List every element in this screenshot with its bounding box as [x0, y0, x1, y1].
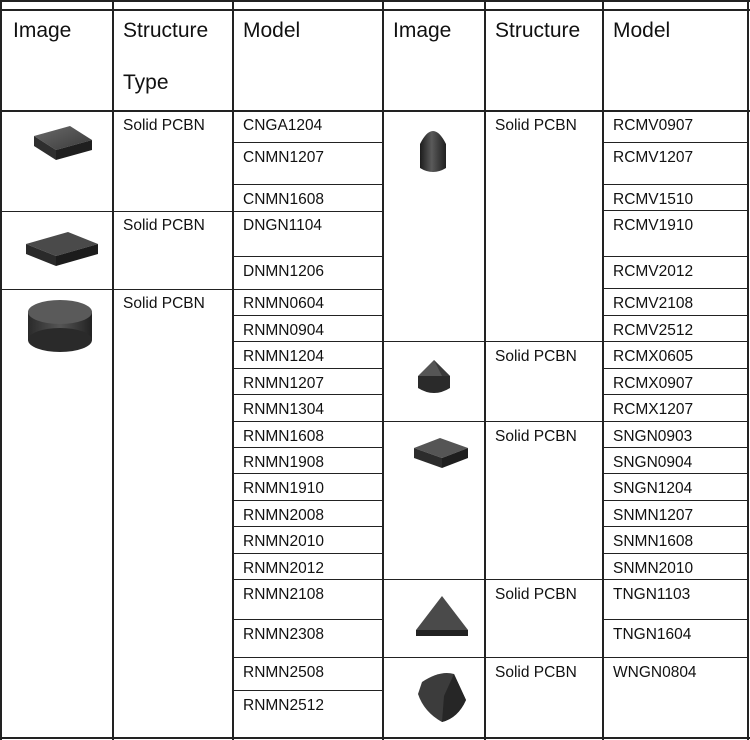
- grid-line: [602, 315, 749, 316]
- grid-line: [602, 394, 749, 395]
- grid-line: [382, 657, 749, 658]
- model-cell: RNMN1204: [243, 348, 324, 365]
- model-cell: TNGN1103: [613, 586, 691, 603]
- model-cell: RNMN1304: [243, 401, 324, 418]
- model-cell: RCMX0605: [613, 348, 694, 365]
- model-cell: RCMV0907: [613, 117, 694, 134]
- model-cell: RNMN1207: [243, 375, 324, 392]
- model-cell: RNMN2512: [243, 697, 324, 714]
- model-cell: SNGN0904: [613, 454, 693, 471]
- bullet-insert-icon: [412, 118, 454, 178]
- grid-line: [602, 288, 749, 289]
- structure-cell-right-4: Solid PCBN: [495, 586, 577, 603]
- grid-line: [602, 210, 749, 211]
- grid-line: [232, 619, 383, 620]
- model-cell: RNMN1908: [243, 454, 324, 471]
- model-cell: RCMV2108: [613, 295, 694, 312]
- model-cell: RCMX0907: [613, 375, 694, 392]
- model-cell: RCMV1510: [613, 191, 694, 208]
- structure-cell-left-3: Solid PCBN: [123, 295, 205, 312]
- grid-line: [232, 256, 383, 257]
- grid-line: [602, 473, 749, 474]
- grid-line: [602, 256, 749, 257]
- grid-line: [602, 447, 749, 448]
- model-cell: RCMV1910: [613, 217, 694, 234]
- header-structure-right: Structure: [495, 19, 581, 42]
- model-cell: SNMN1207: [613, 507, 694, 524]
- grid-line: [232, 341, 383, 342]
- grid-line: [602, 619, 749, 620]
- header-structure-left: [112, 18, 234, 96]
- grid-line: [232, 500, 383, 501]
- triangle-insert-icon: [412, 592, 472, 642]
- model-cell: CNGA1204: [243, 117, 323, 134]
- model-cell: SNGN0903: [613, 428, 693, 445]
- header-structure-left-line2: Type: [123, 71, 169, 94]
- grid-line: [232, 473, 383, 474]
- model-cell: SNGN1204: [613, 480, 693, 497]
- grid-line: [0, 0, 750, 2]
- grid-line: [232, 553, 383, 554]
- model-cell: DNGN1104: [243, 217, 322, 234]
- grid-line: [602, 553, 749, 554]
- square-insert-icon: [26, 122, 98, 170]
- model-cell: RNMN0904: [243, 322, 324, 339]
- structure-cell-right-2: Solid PCBN: [495, 348, 577, 365]
- grid-line: [232, 690, 383, 691]
- grid-line: [602, 142, 749, 143]
- model-cell: TNGN1604: [613, 626, 692, 643]
- grid-line: [232, 579, 383, 580]
- model-cell: DNMN1206: [243, 263, 324, 280]
- model-cell: CNMN1608: [243, 191, 324, 208]
- structure-cell-right-1: Solid PCBN: [495, 117, 577, 134]
- grid-line: [0, 110, 750, 112]
- grid-line: [602, 184, 749, 185]
- rhombus-insert-icon: [22, 226, 102, 272]
- grid-line: [232, 368, 383, 369]
- model-cell: RCMV1207: [613, 149, 694, 166]
- header-model-left: Model: [243, 19, 301, 42]
- model-cell: CNMN1207: [243, 149, 324, 166]
- grid-line: [232, 142, 383, 143]
- model-cell: RCMX1207: [613, 401, 694, 418]
- header-model-right: Model: [613, 19, 671, 42]
- grid-line: [232, 315, 383, 316]
- structure-cell-left-1: Solid PCBN: [123, 117, 205, 134]
- model-cell: WNGN0804: [613, 664, 697, 681]
- grid-line: [232, 526, 383, 527]
- model-cell: RNMN2010: [243, 533, 324, 550]
- header-image-right: Image: [393, 19, 452, 42]
- model-cell: RNMN2508: [243, 664, 324, 681]
- model-cell: RNMN2108: [243, 586, 324, 603]
- grid-line: [232, 447, 383, 448]
- grid-line: [0, 9, 750, 11]
- square-insert-icon: [410, 434, 472, 478]
- round-insert-icon: [22, 296, 98, 358]
- model-cell: RNMN2012: [243, 560, 324, 577]
- grid-line: [382, 421, 749, 422]
- grid-line: [602, 368, 749, 369]
- grid-line: [0, 289, 383, 290]
- grid-line: [232, 394, 383, 395]
- model-cell: RNMN0604: [243, 295, 324, 312]
- grid-line: [602, 500, 749, 501]
- grid-line: [232, 657, 383, 658]
- header-image-left: Image: [13, 19, 72, 42]
- grid-line: [382, 579, 749, 580]
- grid-line: [602, 526, 749, 527]
- model-cell: RNMN2308: [243, 626, 324, 643]
- model-cell: RCMV2012: [613, 263, 694, 280]
- grid-line: [0, 737, 750, 739]
- model-cell: RNMN2008: [243, 507, 324, 524]
- grid-line: [0, 211, 383, 212]
- grid-line: [232, 421, 383, 422]
- model-cell: SNMN2010: [613, 560, 694, 577]
- model-cell: RNMN1910: [243, 480, 324, 497]
- model-cell: RNMN1608: [243, 428, 324, 445]
- trigon-insert-icon: [412, 666, 470, 726]
- cone-insert-icon: [412, 354, 456, 402]
- structure-cell-left-2: Solid PCBN: [123, 217, 205, 234]
- structure-cell-right-3: Solid PCBN: [495, 428, 577, 445]
- grid-line: [382, 341, 749, 342]
- model-cell: RCMV2512: [613, 322, 694, 339]
- grid-line: [232, 184, 383, 185]
- header-structure-left-line1: Structure: [123, 19, 209, 42]
- model-cell: SNMN1608: [613, 533, 694, 550]
- structure-cell-right-5: Solid PCBN: [495, 664, 577, 681]
